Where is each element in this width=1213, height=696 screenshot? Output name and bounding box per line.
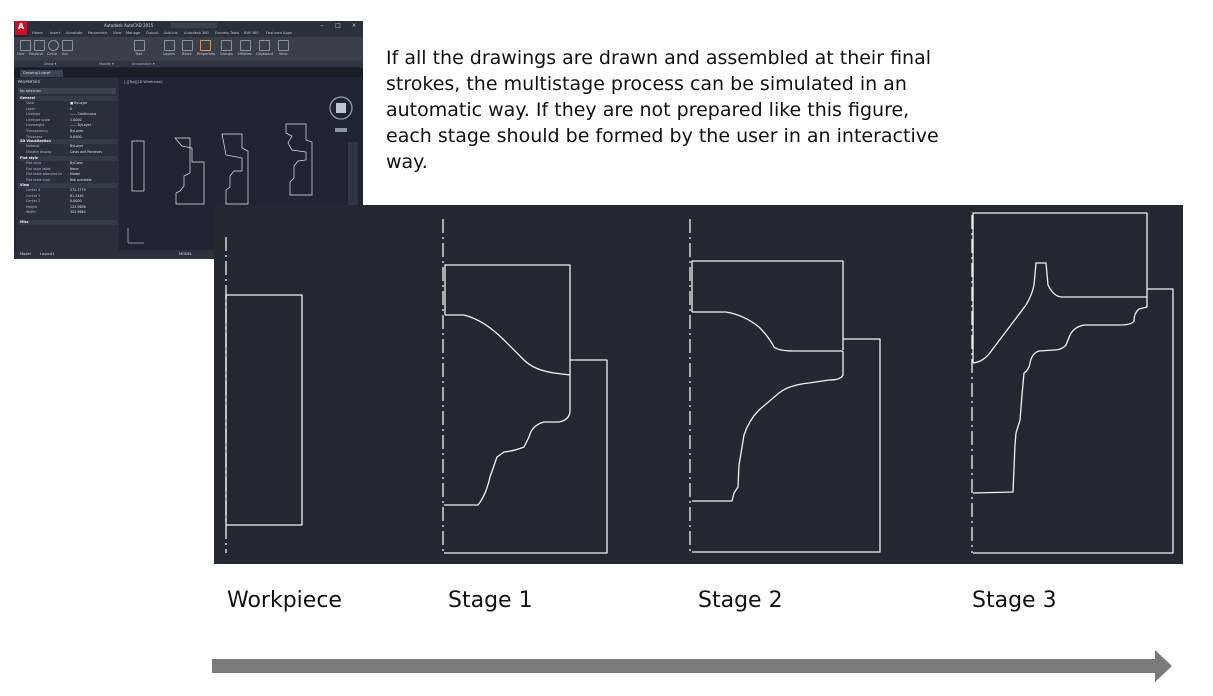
block-tool-label: Block (182, 52, 192, 56)
properties-title: PROPERTIES (18, 80, 40, 84)
text-tool-label: Text (135, 52, 143, 56)
property-value: Not available (70, 177, 92, 182)
groups-tool-label: Groups (220, 52, 233, 56)
property-value: ByColor (70, 161, 83, 165)
model-tab[interactable]: Model (20, 252, 31, 256)
acad-search-box[interactable] (171, 22, 217, 28)
property-key: Plot style table (26, 166, 51, 171)
stage2-label: Stage 2 (698, 588, 783, 613)
property-row[interactable] (18, 172, 117, 177)
property-key: Color (26, 101, 35, 105)
property-row[interactable] (18, 194, 117, 199)
property-value: —— ByLayer (70, 123, 92, 128)
property-key: Transparency (26, 129, 48, 133)
stages-drawing (214, 205, 1183, 564)
section-misc[interactable]: Misc (18, 220, 117, 225)
property-row[interactable] (18, 161, 117, 166)
acad-panel-bar (14, 61, 363, 67)
stage1-lower-die (444, 360, 607, 553)
caption-text: If all the drawings are drawn and assembled at their final strokes, the multistage process can be simulated in an automatic way. If they are not prepared like this figure, each stage should be formed by the user in an interactive way. (386, 47, 939, 173)
property-key: Center X (26, 188, 41, 192)
property-key: Plot table type (26, 177, 51, 182)
autocad-logo-icon[interactable]: A (15, 21, 27, 35)
stage3-lower-die (973, 289, 1173, 553)
property-value: —— Continuous (70, 112, 97, 117)
viewport-label[interactable]: [-][Top][2D Wireframe] (124, 80, 163, 84)
stage1-label: Stage 1 (448, 588, 533, 613)
stage2-upper-profile (692, 312, 843, 351)
property-value: 0.0000 (70, 134, 82, 139)
property-value: ByLayer (70, 144, 84, 148)
workpiece-billet (226, 295, 302, 525)
ribbon-tab-addins[interactable]: Add-ins (164, 31, 178, 35)
property-row[interactable] (18, 144, 117, 149)
property-key: Plot style (26, 161, 42, 165)
clipboard-tool-label: Clipboard (256, 52, 274, 56)
property-row[interactable] (18, 129, 117, 134)
viewcube-face (336, 103, 346, 113)
selection-dropdown[interactable]: No selection (18, 88, 116, 94)
workpiece-label: Workpiece (227, 588, 342, 613)
circle-tool-label: Circle (47, 52, 58, 56)
process-arrow-shaft (212, 659, 1157, 673)
ribbon-tab-view[interactable]: View (113, 31, 122, 35)
process-arrow-icon (212, 650, 1174, 684)
property-value: ByLayer (70, 129, 84, 133)
stage1-part-profile (444, 375, 570, 505)
minimize-icon[interactable]: – (320, 22, 324, 29)
utilities-tool-icon[interactable] (240, 40, 251, 51)
property-value: Model (70, 172, 80, 177)
ribbon-tab-bim360[interactable]: BIM 360 (244, 31, 259, 35)
property-value: 352.9644 (70, 210, 86, 215)
section-general[interactable]: General (18, 96, 117, 101)
property-row[interactable] (18, 150, 117, 155)
property-key: Thickness (26, 134, 43, 139)
property-row[interactable] (18, 205, 117, 210)
property-value: ■ ByLayer (70, 101, 88, 105)
document-tab[interactable]: Drawing1.dwg* (20, 70, 63, 77)
ribbon-tab-home[interactable]: Home (32, 31, 43, 35)
groups-tool-icon[interactable] (221, 40, 232, 51)
stage1-upper-profile (445, 315, 570, 375)
process-arrow-head (1155, 650, 1172, 682)
properties-palette (16, 78, 119, 250)
property-value: Casts and Receives (70, 149, 102, 154)
property-value: 1.0000 (70, 117, 82, 122)
ribbon-tab-output[interactable]: Output (146, 31, 159, 35)
stage2-lower-die (692, 339, 880, 552)
line-tool-label: Line (17, 52, 25, 56)
arc-tool-label: Arc (62, 52, 68, 56)
property-value: 0 (70, 106, 73, 111)
property-key: Center Z (26, 199, 41, 204)
property-value: 125.9658 (70, 204, 86, 209)
block-tool-icon[interactable] (182, 40, 193, 51)
property-row[interactable] (18, 123, 117, 128)
wcs-badge (335, 128, 347, 132)
property-row[interactable] (18, 101, 117, 106)
properties-tool-label: Properties (197, 52, 216, 56)
property-key: Width (26, 210, 36, 215)
text-tool-icon[interactable] (134, 40, 145, 51)
property-row[interactable] (18, 188, 117, 193)
stage3-label: Stage 3 (972, 588, 1057, 613)
property-key: Plot table attached to (26, 172, 62, 177)
property-key: Layer (26, 106, 36, 111)
stage3-upper-profile (973, 263, 1147, 363)
layers-tool-icon[interactable] (164, 40, 175, 51)
property-value: 0.0000 (70, 199, 82, 204)
view-tool-label: View (279, 52, 288, 56)
properties-tool-icon[interactable] (200, 40, 211, 51)
stage3-part-profile (973, 297, 1147, 493)
property-key: Linetype scale (26, 117, 50, 122)
panel-modify[interactable]: Modify ▾ (99, 62, 114, 66)
circle-tool-icon[interactable] (48, 40, 59, 51)
arc-tool-icon[interactable] (62, 40, 73, 51)
property-key: Lineweight (26, 123, 44, 128)
property-row[interactable] (18, 112, 117, 117)
property-value: 81.2445 (70, 193, 84, 198)
ucs-icon (128, 228, 144, 243)
navigation-bar (348, 142, 358, 212)
property-row[interactable] (18, 210, 117, 215)
clipboard-tool-icon[interactable] (259, 40, 270, 51)
layout1-tab[interactable]: Layout1 (40, 252, 55, 256)
panel-draw[interactable]: Draw ▾ (44, 62, 57, 66)
ribbon-tab-autodesk360[interactable]: Autodesk 360 (184, 31, 209, 35)
ribbon-tab-insert[interactable]: Insert (50, 31, 61, 35)
maximize-icon[interactable]: □ (335, 22, 341, 29)
property-value: None (70, 166, 79, 171)
stages-drawing-panel (214, 205, 1183, 564)
section-3d-visualization[interactable]: 3D Visualization (18, 139, 117, 144)
polyline-tool-icon[interactable] (34, 40, 45, 51)
line-tool-icon[interactable] (20, 40, 31, 51)
ribbon-tab-parametric[interactable]: Parametric (88, 31, 108, 35)
property-key: Center Y (26, 193, 41, 198)
layers-tool-label: Layers (163, 52, 175, 56)
view-tool-icon[interactable] (278, 40, 289, 51)
property-value: 272.3779 (70, 188, 86, 192)
viewport-profiles (132, 124, 312, 204)
section-plot-style[interactable]: Plot style (18, 156, 117, 161)
stage2-part-profile (692, 351, 843, 501)
ribbon-tab-featured[interactable]: Featured Apps (266, 31, 292, 35)
section-view[interactable]: View (18, 183, 117, 188)
property-row[interactable] (18, 199, 117, 204)
panel-annotation[interactable]: Annotation ▾ (132, 62, 155, 66)
acad-document-tabs (14, 68, 363, 77)
ribbon-tab-express[interactable]: Express Tools (215, 31, 240, 35)
model-space-toggle[interactable]: MODEL (179, 252, 192, 256)
ribbon-tab-annotate[interactable]: Annotate (66, 31, 83, 35)
property-row[interactable] (18, 167, 117, 172)
polyline-tool-label: Polyline (29, 52, 43, 56)
ribbon-tab-manage[interactable]: Manage (126, 31, 141, 35)
property-row[interactable] (18, 107, 117, 112)
acad-title-bar (14, 21, 363, 30)
utilities-tool-label: Utilities (238, 52, 252, 56)
close-icon[interactable]: × (351, 22, 357, 29)
stage1-upper-die (445, 265, 570, 375)
property-key: Shadow display (26, 149, 52, 154)
property-key: Height (26, 204, 37, 209)
property-key: Linetype (26, 112, 41, 117)
acad-app-title: Autodesk AutoCAD 2015 (104, 23, 154, 28)
property-row[interactable] (18, 118, 117, 123)
property-key: Material (26, 144, 40, 148)
acad-ribbon-tabs (28, 30, 363, 37)
